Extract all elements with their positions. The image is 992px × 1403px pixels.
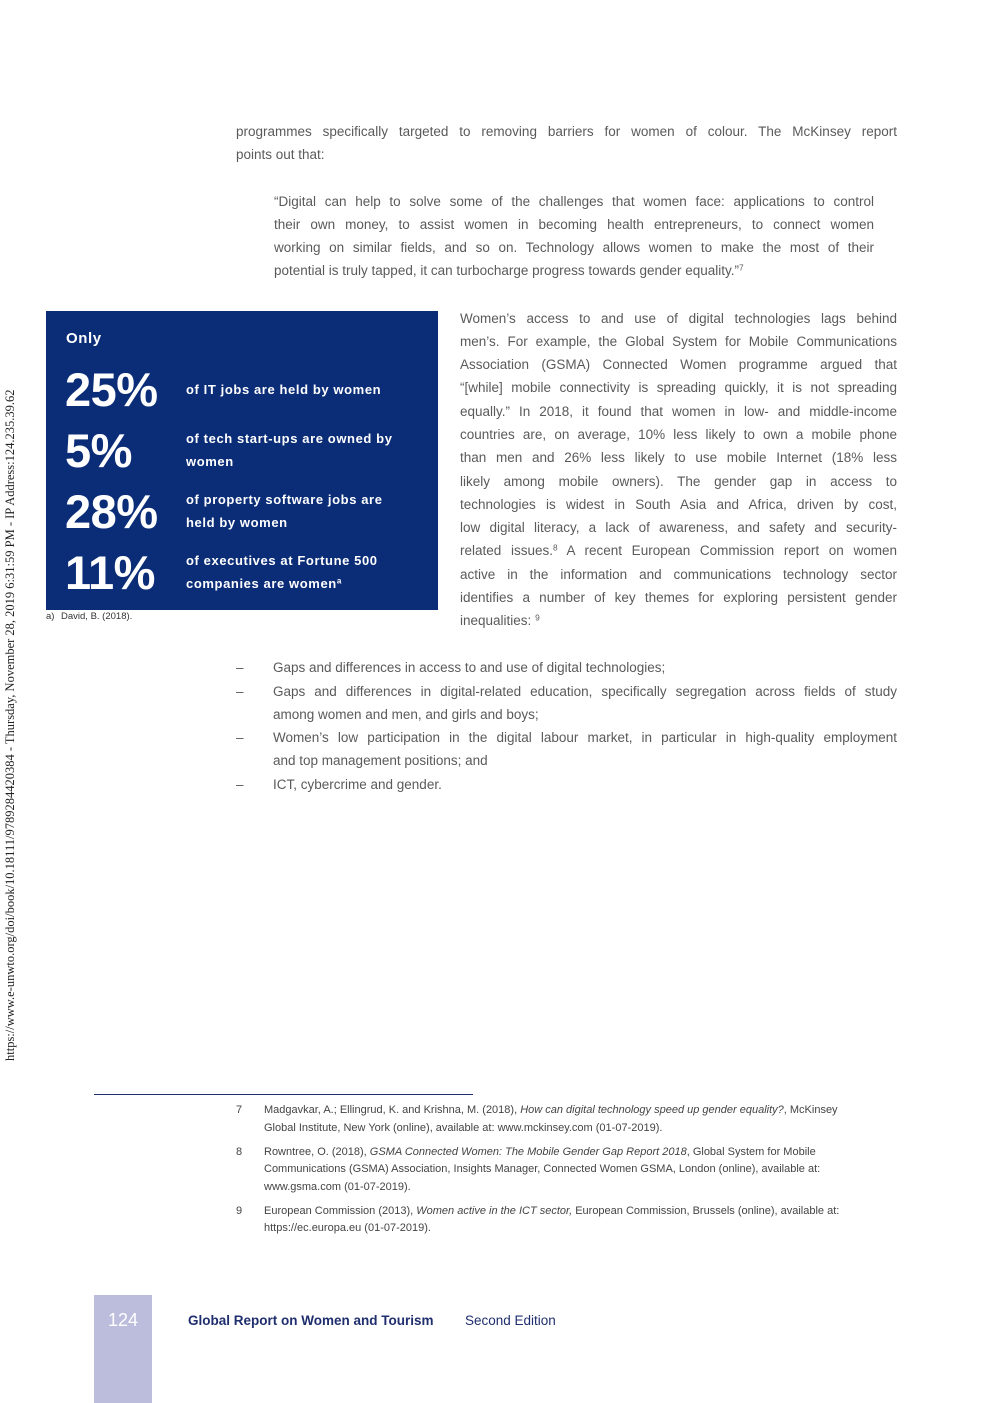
footnote-line xyxy=(264,1179,820,1197)
stat-row xyxy=(65,420,393,481)
body-line xyxy=(460,586,897,609)
text-segment: potential is truly tapped, it can turbocharge progress towards gender equality.” xyxy=(274,263,740,279)
footnotes xyxy=(236,1102,936,1244)
list-item-line xyxy=(273,749,897,772)
list-item-line xyxy=(273,680,897,703)
text-segment: Global Institute, New York (online), available at: www.mckinsey.com (01-07-2019). xyxy=(264,1121,663,1134)
list-item-text xyxy=(273,680,897,727)
text-segment: A recent European Commission report on women xyxy=(557,543,897,559)
text-segment: related issues. xyxy=(460,543,553,559)
text-segment: www.gsma.com (01-07-2019). xyxy=(264,1180,411,1193)
list-item-line xyxy=(273,773,897,796)
footnote-number: 7 xyxy=(236,1104,243,1116)
stat-row xyxy=(65,359,393,420)
list-item-line xyxy=(273,726,897,749)
text-segment: Madgavkar, A.; Ellingrud, K. and Krishna, M. (2018), xyxy=(264,1104,521,1116)
dash-bullet: – xyxy=(236,730,244,746)
text-segment: and top management positions; and xyxy=(273,753,488,769)
text-segment: https://ec.europa.eu (01-07-2019). xyxy=(264,1222,431,1234)
stat-rows xyxy=(65,359,393,603)
body-line xyxy=(460,376,897,399)
download-url-note: https://www.e-unwto.org/doi/book/10.18111/9789284420384 - Thursday, November 28, 2019 6:31:59 PM - IP Address:124.235.39.62 xyxy=(3,389,17,1061)
dash-bullet: – xyxy=(236,776,244,792)
text-segment: countries are, on average, 10% less likely to own a mobile phone xyxy=(460,426,897,442)
footnote-number: 9 xyxy=(236,1204,243,1217)
text-segment: Women’s access to and use of digital technologies lags behind xyxy=(460,310,897,326)
footnote-line xyxy=(264,1102,838,1120)
footnote-text xyxy=(264,1144,820,1197)
text-segment: their own money, to assist women in becoming health entrepreneurs, to connect women xyxy=(274,216,874,232)
stat-label-line xyxy=(186,511,383,534)
body-line xyxy=(460,539,897,562)
report-edition: Second Edition xyxy=(465,1313,556,1328)
italic-title: GSMA Connected Women: The Mobile Gender Gap Report 2018 xyxy=(369,1145,687,1158)
text-segment: Communications (GSMA) Association, Insights Manager, Connected Women GSMA, London (online), available at: xyxy=(264,1163,821,1175)
text-segment: likely among mobile owners). The gender gap in access to xyxy=(460,473,897,489)
superscript-marker: a xyxy=(336,576,342,586)
footnote-line xyxy=(264,1203,839,1221)
quote-line xyxy=(274,236,874,259)
footnote-source: David, B. (2018). xyxy=(61,611,133,622)
footnote-line xyxy=(264,1120,838,1138)
stat-value: 25% xyxy=(65,362,158,416)
text-segment: of IT jobs are held by women xyxy=(186,381,382,397)
text-segment: companies are women xyxy=(186,576,337,591)
text-segment: Women’s low participation in the digital labour market, in particular in high-quality employment xyxy=(273,730,897,746)
stat-label xyxy=(186,378,381,401)
text-segment: of executives at Fortune 500 xyxy=(186,553,378,568)
footnote-line xyxy=(264,1220,839,1238)
stat-box xyxy=(46,311,438,610)
footnote-text xyxy=(264,1102,838,1137)
stat-label-line xyxy=(186,378,381,401)
intro-paragraph xyxy=(236,120,897,167)
list-item xyxy=(236,773,897,796)
stat-label xyxy=(186,427,393,473)
list-item xyxy=(236,680,897,727)
stat-label-line xyxy=(186,549,378,572)
text-segment: ICT, cybercrime and gender. xyxy=(273,776,442,792)
footnote xyxy=(236,1203,936,1238)
italic-title: How can digital technology speed up gender equality? xyxy=(520,1104,784,1116)
stat-box-footnote xyxy=(46,611,132,623)
text-segment: Rowntree, O. (2018), xyxy=(264,1145,370,1158)
stat-row xyxy=(65,481,393,542)
text-segment: Association (GSMA) Connected Women programme argued that xyxy=(460,357,897,373)
intro-line xyxy=(236,120,897,143)
text-segment: equally.” In 2018, it found that women in low- and middle-income xyxy=(460,403,897,419)
report-title: Global Report on Women and Tourism xyxy=(188,1313,434,1328)
body-line xyxy=(460,470,897,493)
text-segment: points out that: xyxy=(236,146,325,162)
dash-bullet: – xyxy=(236,683,244,699)
text-segment: women xyxy=(186,454,234,469)
list-item xyxy=(236,656,897,679)
text-segment: active in the information and communications technology sector xyxy=(460,566,897,582)
footnote-line xyxy=(264,1161,820,1179)
dash-bullet: – xyxy=(236,660,244,676)
stat-heading: Only xyxy=(66,330,102,347)
quote-line xyxy=(274,190,874,213)
text-segment: “Digital can help to solve some of the challenges that women face: applications to control xyxy=(274,193,874,209)
body-line xyxy=(460,307,897,330)
stat-value: 11% xyxy=(65,545,155,599)
body-line xyxy=(460,563,897,586)
body-line xyxy=(460,609,897,632)
quote-line xyxy=(274,259,874,282)
stat-label-line xyxy=(186,572,378,595)
themes-list xyxy=(236,656,897,796)
superscript-marker: 7 xyxy=(739,262,744,273)
text-segment: of property software jobs are xyxy=(186,492,383,507)
text-segment: , McKinsey xyxy=(783,1104,838,1116)
italic-title: Women active in the ICT sector, xyxy=(416,1204,573,1217)
quote-line xyxy=(274,213,874,236)
text-segment: programmes specifically targeted to removing barriers for women of colour. The McKinsey report xyxy=(236,123,897,139)
text-segment: European Commission (2013), xyxy=(264,1204,417,1217)
body-line xyxy=(460,353,897,376)
body-line xyxy=(460,330,897,353)
footnote-divider xyxy=(94,1094,473,1095)
text-segment: European Commission, Brussels (online), available at: xyxy=(572,1204,840,1217)
text-segment: among women and men, and girls and boys; xyxy=(273,706,539,722)
list-item-line xyxy=(273,703,897,726)
stat-label-line xyxy=(186,450,393,473)
stat-label-line xyxy=(186,488,383,511)
stat-value: 5% xyxy=(65,423,132,477)
footnote xyxy=(236,1144,936,1197)
list-item-line xyxy=(273,656,897,679)
footnote xyxy=(236,1102,936,1137)
text-segment: technologies is widest in South Asia and Africa, driven by cost, xyxy=(460,496,897,512)
footnote-text xyxy=(264,1203,839,1238)
page-number: 124 xyxy=(107,1310,139,1330)
body-line xyxy=(460,493,897,516)
stat-label xyxy=(186,488,383,534)
stat-row xyxy=(65,542,393,603)
superscript-marker: 8 xyxy=(552,542,558,553)
footnote-line xyxy=(264,1144,820,1162)
body-line xyxy=(460,446,897,469)
text-segment: working on similar fields, and so on. Technology allows women to make the most of their xyxy=(274,240,874,256)
mckinsey-quote xyxy=(274,190,874,283)
text-segment: , Global System for Mobile xyxy=(686,1145,816,1158)
superscript-marker: 9 xyxy=(535,612,540,623)
intro-line xyxy=(236,143,897,166)
list-item-text xyxy=(273,773,897,796)
text-segment: men’s. For example, the Global System for Mobile Communications xyxy=(460,333,897,349)
text-segment: held by women xyxy=(186,515,288,530)
footnote-marker: a) xyxy=(46,611,55,622)
text-segment: inequalities: xyxy=(460,613,536,629)
text-segment: Gaps and differences in access to and use of digital technologies; xyxy=(273,660,666,676)
body-line xyxy=(460,516,897,539)
stat-label xyxy=(186,549,378,595)
text-segment: Gaps and differences in digital-related education, specifically segregation across fields of study xyxy=(273,683,897,699)
body-paragraph xyxy=(460,307,897,633)
body-line xyxy=(460,423,897,446)
list-item xyxy=(236,726,897,773)
list-item-text xyxy=(273,656,897,679)
text-segment: low digital literacy, a lack of awareness, and safety and security- xyxy=(460,520,897,536)
list-item-text xyxy=(273,726,897,773)
footnote-number: 8 xyxy=(236,1145,243,1158)
text-segment: “[while] mobile connectivity is spreading quickly, it is not spreading xyxy=(460,380,897,396)
text-segment: of tech start-ups are owned by xyxy=(186,431,393,446)
text-segment: identifies a number of key themes for exploring persistent gender xyxy=(460,590,897,606)
text-segment: than men and 26% less likely to use mobile Internet (18% less xyxy=(460,450,897,466)
body-line xyxy=(460,400,897,423)
stat-value: 28% xyxy=(65,484,158,538)
stat-label-line xyxy=(186,427,393,450)
